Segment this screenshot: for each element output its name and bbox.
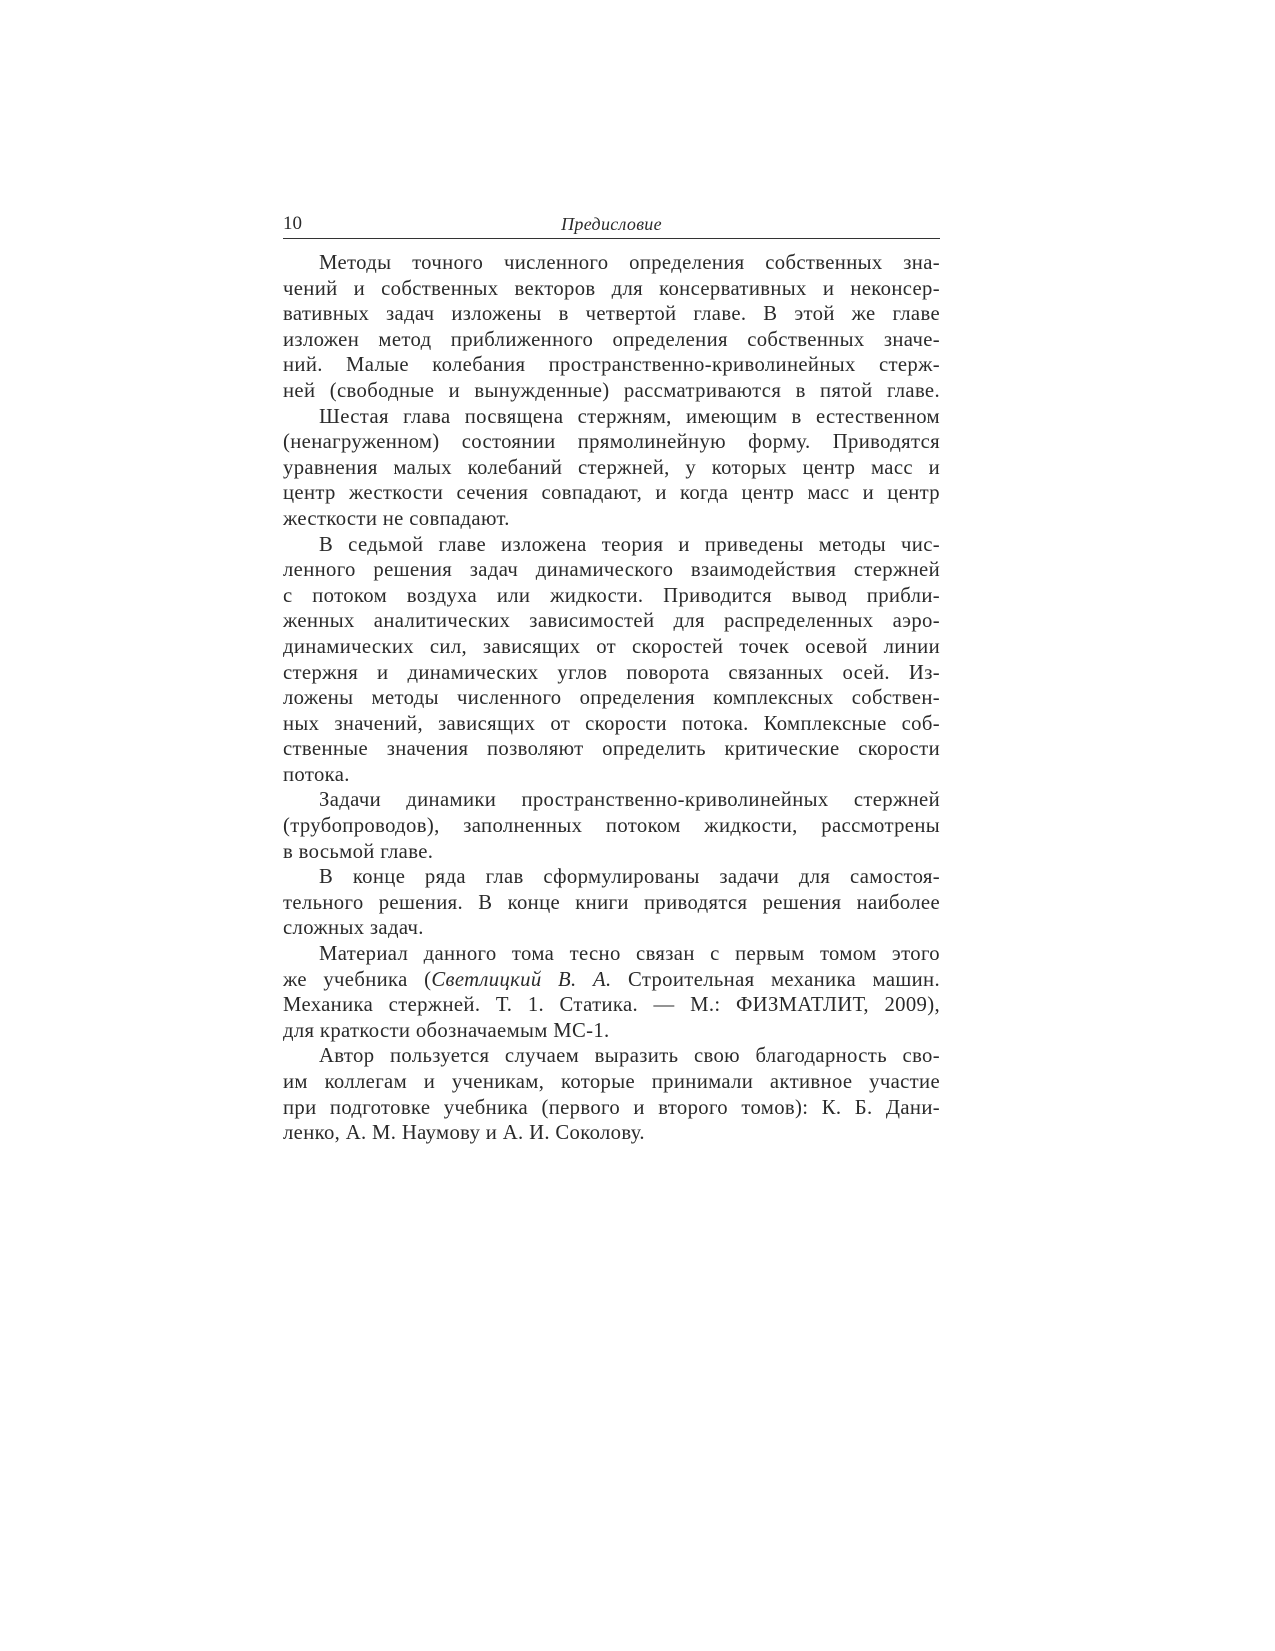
paragraph-acknowledgements [283,1044,940,1146]
preface-text [283,251,940,1147]
text-line: уравнения малых колебаний стержней, у которых центр масс и [283,456,940,479]
text-line: динамических сил, зависящих от скоростей точек осевой линии [283,635,940,658]
text-line: Автор пользуется случаем выразить свою благодарность сво- [319,1045,940,1068]
page-number: 10 [283,213,302,234]
running-header [283,212,940,239]
text-line: жесткости не совпадают. [283,507,510,530]
paragraph-pipelines [283,788,940,865]
cited-author: Светлицкий В. А. [431,968,612,991]
text-line: при подготовке учебника (первого и второго томов): К. Б. Дани- [283,1096,940,1119]
text-line: им коллегам и ученикам, которые принимали активное участие [283,1071,940,1093]
text-line: вативных задач изложены в четвертой главе. В этой же главе [283,303,940,326]
text-line: (трубопроводов), заполненных потоком жидкости, рассмотрены [283,815,940,838]
text-line: центр жесткости сечения совпадают, и когда центр масс и центр [283,482,940,505]
paragraph-volume-one-reference [283,942,940,1044]
book-page [283,212,940,1147]
text-line: В конце ряда глав сформулированы задачи для самостоя- [319,866,940,889]
paragraph-chapter-six [283,405,940,533]
text-line: стержня и динамических углов поворота связанных осей. Из- [283,661,940,684]
paragraph-exercises [283,865,940,942]
paragraph-eigenvalue-methods [283,251,940,405]
text-line: изложен метод приближенного определения собственных значе- [283,328,940,351]
text-line: ложены методы численного определения комплексных собствен- [283,687,940,710]
text-line: тельного решения. В конце книги приводятся решения наиболее [283,891,940,914]
text-line: Шестая глава посвящена стержням, имеющим в естественном [319,405,940,428]
text-line: ний. Малые колебания пространственно-криволинейных стерж- [283,354,940,377]
text-line: ственные значения позволяют определить критические скорости [283,738,940,761]
text-line: ленко, А. М. Наумову и А. И. Соколову. [283,1122,645,1145]
text-line: чений и собственных векторов для консервативных и неконсер- [283,277,940,300]
text-fragment: Строительная механика машин. [611,968,940,991]
text-line-with-citation [283,968,940,994]
text-line: сложных задач. [283,917,424,940]
text-line: в восьмой главе. [283,840,434,863]
text-line: ленного решения задач динамического взаимодействия стержней [283,559,940,582]
text-fragment: же учебника ( [283,968,432,991]
text-line: потока. [283,763,350,786]
text-line: с потоком воздуха или жидкости. Приводится вывод прибли- [283,584,940,607]
text-line: (ненагруженном) состоянии прямолинейную форму. Приводятся [283,431,940,454]
paragraph-chapter-seven [283,533,940,789]
text-line: Задачи динамики пространственно-криволинейных стержней [319,789,940,812]
running-title: Предисловие [561,214,662,234]
text-line: ней (свободные и вынужденные) рассматриваются в пятой главе. [283,379,940,402]
text-line: Механика стержней. Т. 1. Статика. — М.: ФИЗМАТЛИТ, 2009), [283,994,940,1017]
text-line: ных значений, зависящих от скорости потока. Комплексные соб- [283,712,940,735]
text-line: для краткости обозначаемым МС-1. [283,1019,610,1042]
text-line: В седьмой главе изложена теория и приведены методы чис- [319,533,940,556]
text-line: женных аналитических зависимостей для распределенных аэро- [283,610,940,633]
text-line: Методы точного численного определения собственных зна- [319,252,940,274]
text-line: Материал данного тома тесно связан с первым томом этого [319,943,940,966]
